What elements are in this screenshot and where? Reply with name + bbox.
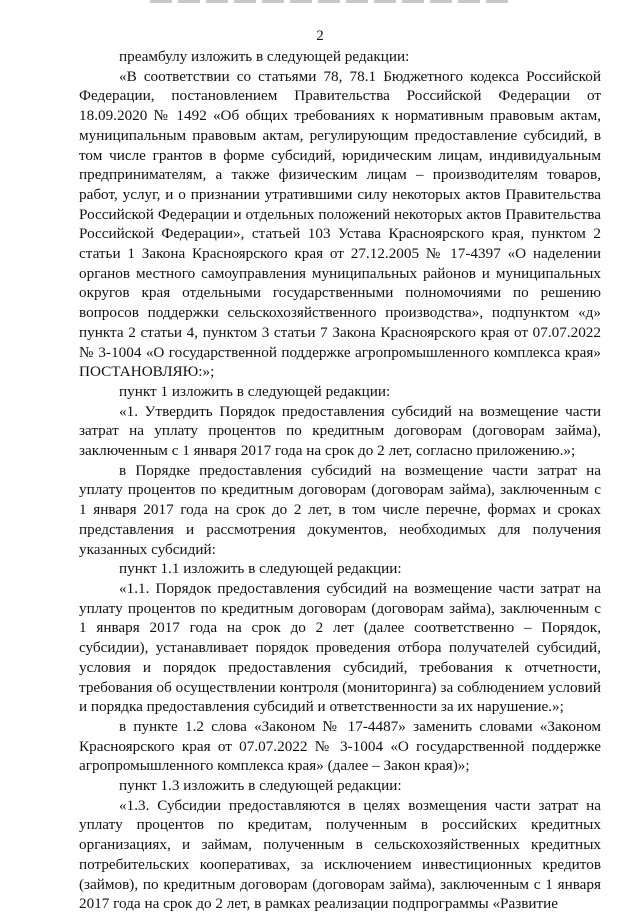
paragraph-point1-2-change: в пункте 1.2 слова «Законом № 17-4487» заменить словами «Законом Красноярского края от 07.07.2022 № 3-1004 «О государственной поддержке агропромышленного комплекса края» (далее – Закон края)»;: [79, 717, 601, 775]
paragraph-preamble-intro: преамбулу изложить в следующей редакции:: [119, 48, 410, 65]
paragraph-point1-3-intro: пункт 1.3 изложить в следующей редакции:: [119, 777, 402, 795]
page-number: 2: [316, 28, 324, 44]
paragraph-point1-intro: пункт 1 изложить в следующей редакции:: [119, 382, 391, 400]
scan-top-edge: [150, 0, 510, 3]
paragraph-point1-3-text: «1.3. Субсидии предоставляются в целях возмещения части затрат на уплату процентов по кредитам, полученным в российских кредитных организациях, и займам, полученным в сельскохозяйственных кредитных потребительских кооперативах, за исключением инвестиционных кредитов (займов), по кредитным договорам (договорам займа), заключенным с 1 января 2017 года на срок до 2 лет, в рамках реализации подпрограммы «Развитие: [79, 796, 601, 913]
paragraph-point1-text: «1. Утвердить Порядок предоставления субсидий на возмещение части затрат на уплату процентов по кредитным договорам (договорам займа), заключенным с 1 января 2017 года на срок до 2 лет, согласно приложению.»;: [79, 402, 601, 460]
document-body: [79, 47, 601, 914]
paragraph-procedure-intro: в Порядке предоставления субсидий на возмещение части затрат на уплату процентов по кредитным договорам (договорам займа), заключенным с 1 января 2017 года на срок до 2 лет, в том числе перечне, формах и сроках представления и рассмотрения документов, необходимых для получения указанных субсидий:: [79, 461, 601, 558]
paragraph-point1-1-text: «1.1. Порядок предоставления субсидий на возмещение части затрат на уплату процентов по кредитным договорам (договорам займа), заключенным с 1 января 2017 года на срок до 2 лет (далее соответственно – Порядок, субсидии), устанавливает порядок проведения отбора получателей субсидий, условия и порядок предоставления субсидий, требования к отчетности, требования об осуществлении контроля (мониторинга) за соблюдением условий и порядка предоставления субсидий и ответственности за их нарушение.»;: [79, 579, 601, 716]
paragraph-point1-1-intro: пункт 1.1 изложить в следующей редакции:: [119, 560, 402, 578]
paragraph-preamble-text: «В соответствии со статьями 78, 78.1 Бюджетного кодекса Российской Федерации, постановлением Правительства Российской Федерации от 18.09.2020 № 1492 «Об общих требованиях к нормативным правовым актам, муниципальным правовым актам, регулирующим предоставление субсидий, в том числе грантов в форме субсидий, юридическим лицам, индивидуальным предпринимателям, а также физическим лицам – производителям товаров, работ, услуг, и о признании утратившими силу некоторых актов Правительства Российской Федерации и отдельных положений некоторых актов Правительства Российской Федерации», статьей 103 Устава Красноярского края, пунктом 2 статьи 1 Закона Красноярского края от 27.12.2005 № 17-4397 «О наделении органов местного самоуправления муниципальных районов и муниципальных округов края отдельными государственными полномочиями по решению вопросов поддержки сельскохозяйственного производства», подпунктом «д» пункта 2 статьи 4, пунктом 3 статьи 7 Закона Красноярского края от 07.07.2022 № 3-1004 «О государственной поддержке агропромышленного комплекса края» ПОСТАНОВЛЯЮ:»;: [79, 67, 601, 381]
